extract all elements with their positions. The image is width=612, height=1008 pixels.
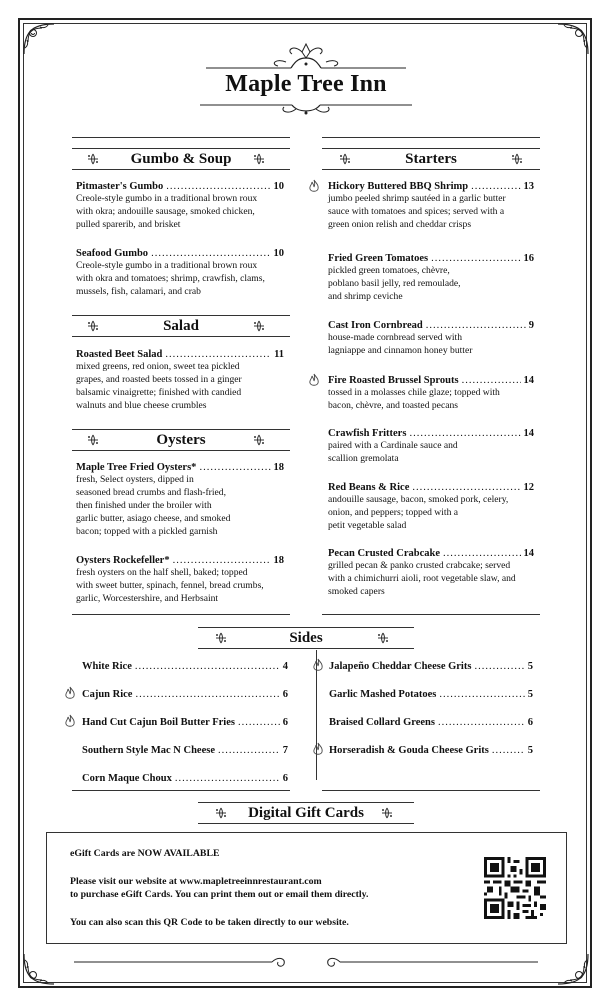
item-name: Oysters Rockefeller*	[76, 555, 170, 566]
item-description	[328, 264, 534, 303]
item-description	[328, 493, 534, 532]
gift-card-qr-note: You can also scan this QR Code to be taken directly to our website.	[70, 917, 349, 928]
section-header-salad	[72, 315, 290, 337]
desc-line: mussels, fish, calamari, and crab	[76, 286, 201, 297]
fleuron-icon	[252, 153, 266, 165]
item-name: Red Beans & Rice	[328, 482, 410, 493]
desc-line: pulled sparerib, and brisket	[76, 219, 181, 230]
column-rule-bottom-left	[72, 614, 290, 615]
side-item	[82, 773, 288, 789]
column-rule-top-left	[72, 137, 290, 138]
item-price: 6	[282, 689, 288, 700]
item-name: Fried Green Tomatoes	[328, 253, 429, 264]
item-name: Roasted Beet Salad	[76, 349, 163, 360]
gift-card-website-line: Please visit our website at www.mapletreeinnrestaurant.com	[70, 876, 322, 887]
item-description	[328, 559, 534, 598]
desc-line: garlic, Worcestershire, and Herbsaint	[76, 593, 219, 604]
item-name: Garlic Mashed Potatoes	[329, 689, 437, 700]
item-price: 12	[523, 482, 534, 493]
item-name: Hickory Buttered BBQ Shrimp	[328, 181, 469, 192]
item-name: Horseradish & Gouda Cheese Grits	[329, 745, 489, 756]
item-price: 18	[273, 462, 284, 473]
desc-line: balsamic vinaigrette; finished with candied	[76, 387, 242, 398]
fleuron-icon	[252, 434, 266, 446]
fleuron-icon	[380, 807, 394, 819]
item-price: 10	[273, 248, 284, 259]
section-title: Sides	[289, 630, 323, 646]
side-item	[329, 717, 533, 733]
item-price: 9	[528, 320, 534, 331]
desc-line: with a chimichurri aioli, root vegetable slaw, and	[328, 573, 516, 584]
menu-item	[328, 482, 534, 532]
item-name: Corn Maque Choux	[82, 773, 172, 784]
desc-line: bacon; topped with a pickled garnish	[76, 526, 218, 537]
menu-item	[76, 181, 284, 231]
bottom-flourish-left-icon	[72, 954, 292, 970]
flame-icon	[308, 179, 320, 193]
gift-card-headline: eGift Cards are NOW AVAILABLE	[70, 848, 220, 859]
item-name: Cajun Rice	[82, 689, 133, 700]
desc-line: with sweet butter, spinach, fennel, bread crumbs,	[76, 580, 264, 591]
item-price: 7	[282, 745, 288, 756]
desc-line: fresh, Select oysters, dipped in	[76, 474, 194, 485]
section-title: Digital Gift Cards	[248, 805, 364, 821]
restaurant-name: Maple Tree Inn	[225, 71, 387, 97]
item-description	[328, 192, 534, 231]
item-description	[76, 360, 284, 412]
item-description	[76, 259, 284, 298]
item-price: 11	[274, 349, 284, 360]
desc-line: with okra and tomatoes; shrimp, crawfish, clams,	[76, 273, 265, 284]
item-description	[76, 473, 284, 538]
side-item	[329, 689, 533, 705]
item-description	[76, 566, 284, 605]
corner-flourish-icon	[22, 952, 56, 986]
side-item	[82, 661, 288, 677]
item-name: Fire Roasted Brussel Sprouts	[328, 375, 459, 386]
item-price: 5	[527, 745, 533, 756]
fleuron-icon	[376, 632, 390, 644]
section-title: Starters	[405, 151, 457, 167]
desc-line: walnuts and blue cheese crumbles	[76, 400, 207, 411]
title-flourish-bottom-icon	[196, 101, 416, 117]
menu-item	[328, 375, 534, 412]
corner-flourish-icon	[556, 952, 590, 986]
side-item	[329, 661, 533, 677]
fleuron-icon	[510, 153, 524, 165]
desc-line: grilled pecan & panko crusted crabcake; served	[328, 560, 511, 571]
menu-item	[76, 462, 284, 538]
side-item	[82, 689, 288, 705]
desc-line: bacon, chèvre, and toasted pecans	[328, 400, 458, 411]
desc-line: Creole-style gumbo in a traditional brown roux	[76, 260, 258, 271]
desc-line: tossed in a molasses chile glaze; topped with	[328, 387, 500, 398]
item-name: Jalapeño Cheddar Cheese Grits	[329, 661, 472, 672]
flame-icon	[64, 714, 76, 728]
item-price: 14	[523, 548, 534, 559]
corner-flourish-icon	[22, 22, 56, 56]
item-name: Crawfish Fritters	[328, 428, 407, 439]
desc-line: scallion gremolata	[328, 453, 399, 464]
desc-line: pickled green tomatoes, chèvre,	[328, 265, 450, 276]
flame-icon	[312, 658, 324, 672]
section-header-oysters	[72, 429, 290, 451]
item-price: 5	[527, 689, 533, 700]
desc-line: mixed greens, red onion, sweet tea pickled	[76, 361, 240, 372]
desc-line: house-made cornbread served with	[328, 332, 462, 343]
column-rule-bottom-right	[322, 614, 540, 615]
side-item	[329, 745, 533, 761]
flame-icon	[308, 373, 320, 387]
menu-item	[328, 181, 534, 231]
item-price: 13	[523, 181, 534, 192]
item-price: 18	[273, 555, 284, 566]
item-name: Pitmaster's Gumbo	[76, 181, 164, 192]
title-flourish-top-icon	[196, 40, 416, 72]
item-name: White Rice	[82, 661, 132, 672]
section-header-sides	[198, 627, 414, 649]
sides-rule-bottom-left	[72, 790, 290, 791]
side-item	[82, 745, 288, 761]
desc-line: fresh oysters on the half shell, baked; topped	[76, 567, 248, 578]
desc-line: lagniappe and cinnamon honey butter	[328, 345, 473, 356]
item-name: Seafood Gumbo	[76, 248, 149, 259]
flame-icon	[312, 742, 324, 756]
menu-item	[328, 428, 534, 465]
item-price: 5	[527, 661, 533, 672]
item-price: 6	[282, 773, 288, 784]
item-price: 4	[282, 661, 288, 672]
column-rule-top-right	[322, 137, 540, 138]
desc-line: jumbo peeled shrimp sautéed in a garlic butter	[328, 193, 506, 204]
desc-line: Creole-style gumbo in a traditional brown roux	[76, 193, 258, 204]
sides-rule-bottom-right	[322, 790, 540, 791]
desc-line: and shrimp ceviche	[328, 291, 403, 302]
fleuron-icon	[252, 320, 266, 332]
item-name: Cast Iron Cornbread	[328, 320, 423, 331]
desc-line: poblano basil jelly, red remoulade,	[328, 278, 461, 289]
menu-item	[328, 548, 534, 598]
menu-item	[328, 320, 534, 357]
item-price: 14	[523, 428, 534, 439]
menu-item	[76, 349, 284, 412]
desc-line: smoked capers	[328, 586, 385, 597]
menu-item	[328, 253, 534, 303]
desc-line: seasoned bread crumbs and flash-fried,	[76, 487, 226, 498]
desc-line: petit vegetable salad	[328, 520, 407, 531]
item-price: 6	[527, 717, 533, 728]
desc-line: paired with a Cardinale sauce and	[328, 440, 458, 451]
desc-line: green onion relish and cheddar crisps	[328, 219, 472, 230]
item-name: Hand Cut Cajun Boil Butter Fries	[82, 717, 235, 728]
item-description	[328, 439, 534, 465]
menu-item	[76, 555, 284, 605]
side-item	[82, 717, 288, 733]
item-description	[76, 192, 284, 231]
bottom-flourish-right-icon	[320, 954, 540, 970]
item-price: 16	[523, 253, 534, 264]
section-title: Oysters	[156, 432, 206, 448]
item-description	[328, 386, 534, 412]
gift-card-instructions: to purchase eGift Cards. You can print them out or email them directly.	[70, 889, 369, 900]
item-name: Maple Tree Fried Oysters*	[76, 462, 197, 473]
item-description	[328, 331, 534, 357]
menu-item	[76, 248, 284, 298]
section-title: Salad	[163, 318, 199, 334]
item-name: Braised Collard Greens	[329, 717, 435, 728]
flame-icon	[64, 686, 76, 700]
section-header-gift-cards	[198, 802, 414, 824]
item-price: 14	[523, 375, 534, 386]
desc-line: with okra; andouille sausage, smoked chicken,	[76, 206, 255, 217]
desc-line: sauce with tomatoes and spices; served with a	[328, 206, 505, 217]
desc-line: garlic butter, asiago cheese, and smoked	[76, 513, 231, 524]
desc-line: andouille sausage, bacon, smoked pork, celery,	[328, 494, 509, 505]
item-name: Pecan Crusted Crabcake	[328, 548, 440, 559]
section-header-gumbo-soup	[72, 148, 290, 170]
section-header-starters	[322, 148, 540, 170]
item-price: 10	[273, 181, 284, 192]
desc-line: onion, and peppers; topped with a	[328, 507, 459, 518]
item-price: 6	[282, 717, 288, 728]
title-block	[196, 40, 416, 120]
qr-code-icon[interactable]	[484, 857, 546, 919]
section-title: Gumbo & Soup	[130, 151, 232, 167]
item-name: Southern Style Mac N Cheese	[82, 745, 215, 756]
corner-flourish-icon	[556, 22, 590, 56]
desc-line: then finished under the broiler with	[76, 500, 212, 511]
desc-line: grapes, and roasted beets tossed in a ginger	[76, 374, 242, 385]
